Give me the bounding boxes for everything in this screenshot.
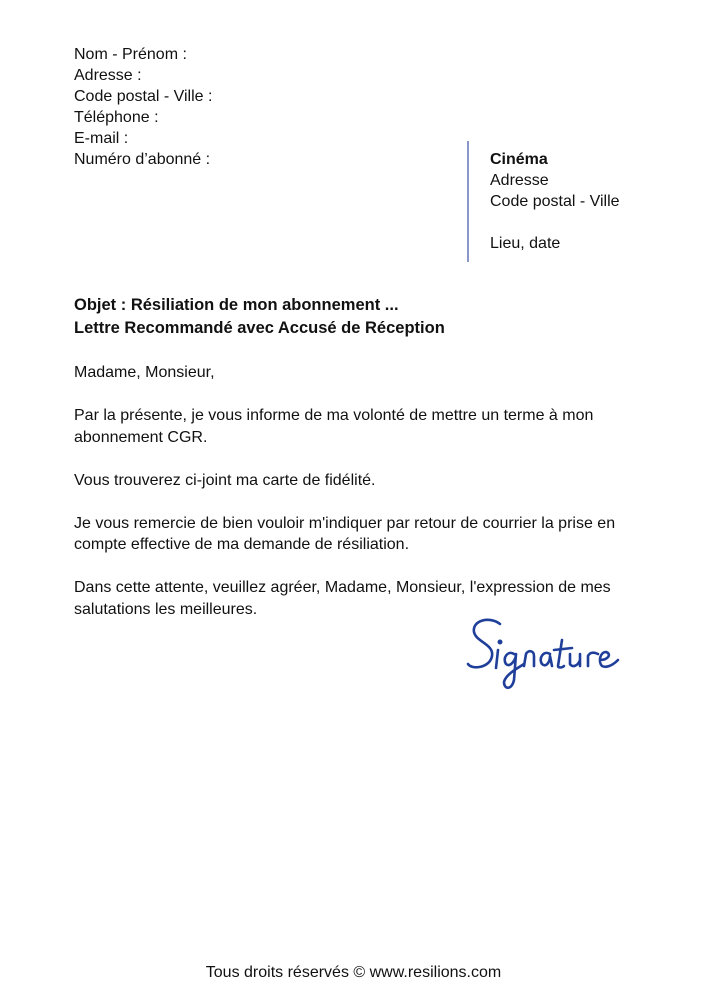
registered-letter-line: Lettre Recommandé avec Accusé de Réception	[74, 319, 445, 337]
closing-paragraph: Dans cette attente, veuillez agréer, Madame, Monsieur, l'expression de mes salutations les meilleures.	[74, 579, 611, 618]
sender-phone-line: Téléphone :	[74, 109, 159, 126]
sender-name-line: Nom - Prénom :	[74, 46, 187, 63]
termination-paragraph: Par la présente, je vous informe de ma volonté de mettre un terme à mon abonnement CGR.	[74, 407, 594, 446]
subject-line: Objet : Résiliation de mon abonnement ...	[74, 296, 399, 314]
attachment-paragraph: Vous trouverez ci-joint ma carte de fidélité.	[74, 471, 376, 489]
recipient-name: Cinéma	[490, 151, 548, 168]
recipient-divider	[467, 141, 469, 262]
sender-email-line: E-mail :	[74, 130, 129, 147]
signature-image	[462, 610, 637, 695]
recipient-block	[490, 149, 620, 254]
footer-copyright: Tous droits réservés © www.resilions.com	[205, 964, 502, 981]
sender-subscriber-number-line: Numéro d’abonné :	[74, 151, 211, 168]
subject-block	[74, 294, 445, 340]
recipient-city: Code postal - Ville	[490, 193, 620, 210]
sender-city-line: Code postal - Ville :	[74, 88, 213, 105]
letter-body	[74, 362, 634, 642]
recipient-spacer	[490, 212, 620, 233]
place-date: Lieu, date	[490, 235, 561, 252]
sender-address-line: Adresse :	[74, 67, 142, 84]
sender-block	[74, 44, 212, 170]
confirmation-paragraph: Je vous remercie de bien vouloir m'indiquer par retour de courrier la prise en compte effective de ma demande de résiliation.	[74, 514, 616, 553]
recipient-address: Adresse	[490, 172, 549, 189]
greeting: Madame, Monsieur,	[74, 364, 215, 381]
